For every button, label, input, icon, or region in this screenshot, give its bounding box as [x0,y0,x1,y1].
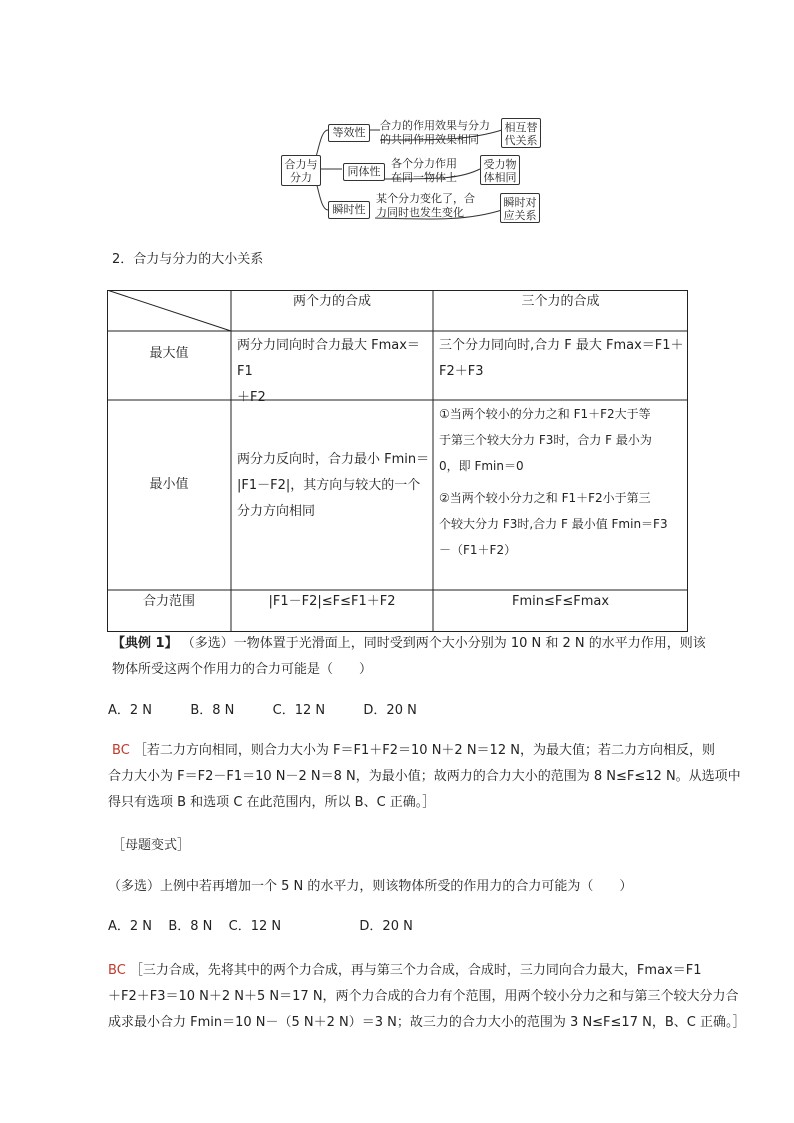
table-cell: Fmin≤F≤Fmax [511,594,610,609]
variant-question: （多选）上例中若再增加一个 5 N 的水平力，则该物体所受的作用力的合力可能为（ ） [108,879,633,894]
option-a: A．2 N [108,919,153,934]
row-label: 最小值 [149,477,189,492]
diagram-root [281,155,321,186]
diagram-branch-result [500,193,540,223]
diagram-result-line: 受力物 [483,158,517,171]
option-a: A．2 N [108,703,153,718]
diagram-desc-line: 在同一物体上 [391,171,457,184]
example-options [108,701,417,721]
variant-options [108,917,413,937]
option-c: C．12 N [272,703,326,718]
table-header: 两个力的合成 [292,294,371,309]
diagram-branch-result [501,118,541,148]
explanation-line: ＋F2＋F3＝10 N＋2 N＋5 N＝17 N，两个力合成的合力有个范围，用两个较小分力之和与第三个较大分力合 [108,989,739,1004]
diagram-result-line: 相互替 [504,121,538,134]
cell-line: 三个分力同向时,合力 F 最大 Fmax＝F1＋ [439,338,684,353]
cell-line: ①当两个较小的分力之和 F1＋F2大于等 [439,407,651,421]
variant-title: ［母题变式］ [112,838,191,853]
cell-line: 分力方向相同 [237,504,316,519]
option-b: B．8 N [190,703,235,718]
example-tag: 【典例 1】 [112,636,178,651]
example-explanation [108,738,741,816]
option-c: C．12 N [228,919,282,934]
explanation-line: 合力大小为 F＝F2－F1＝10 N－2 N＝8 N，为最小值；故两力的合力大小的范围为 8 N≤F≤12 N。从选项中 [108,769,741,784]
cell-line: 0，即 Fmin＝0 [439,459,524,473]
cell-line: ＋F2 [237,390,266,405]
cell-line: ②当两个较小分力之和 F1＋F2小于第三 [439,491,651,505]
comparison-table [107,290,688,632]
diagram-root-line2: 分力 [290,171,312,184]
section-title: 2．合力与分力的大小关系 [112,252,264,267]
diagram-branch-desc [391,157,457,185]
row-label: 合力范围 [142,594,195,609]
answer-label: BC [112,743,130,758]
question-line: （多选）一物体置于光滑面上，同时受到两个大小分别为 10 N 和 2 N 的水平力作用，则该 [181,636,706,651]
option-d: D．20 N [363,703,417,718]
question-line: 物体所受这两个作用力的合力可能是（ ） [112,662,373,677]
cell-line: 两分力同向时合力最大 Fmax＝F1 [237,338,420,379]
table-cell [439,333,685,385]
diagram-branch-desc [380,119,490,147]
explanation-line: ［若二力方向相同，则合力大小为 F＝F1＋F2＝10 N＋2 N＝12 N，为最大值；若二力方向相反，则 [133,743,715,758]
diagram-desc-line: 的共同作用效果相同 [380,133,479,146]
table-cell [237,447,431,525]
cell-line: 个较大分力 F3时,合力 F 最小值 Fmin＝F3 [439,517,668,531]
answer-label: BC [108,963,126,978]
example-question [112,634,706,680]
diagram-branch-result [480,155,520,185]
cell-line: 两分力反向时，合力最小 Fmin＝ [237,452,430,467]
variant-explanation [108,958,745,1036]
diagram-desc-line: 各个分力作用 [391,157,457,170]
diagram-result-line: 应关系 [503,209,537,222]
cell-line: －（F1＋F2） [439,543,517,557]
diagram-result-line: 瞬时对 [503,196,537,209]
table-cell [237,333,431,411]
table-header: 三个力的合成 [521,294,600,309]
row-label: 最大值 [149,346,189,361]
explanation-line: 成求最小合力 Fmin＝10 N－（5 N＋2 N）＝3 N；故三力的合力大小的范围为 3 N≤F≤17 N，B、C 正确。］ [108,1015,746,1030]
table-cell: |F1－F2|≤F≤F1＋F2 [268,594,396,609]
cell-line: |F1－F2|，其方向与较大的一个 [237,478,421,493]
option-b: B．8 N [168,919,213,934]
diagram-result-line: 代关系 [504,134,538,147]
cell-line: 于第三个较大分力 F3时，合力 F 最小为 [439,433,652,447]
table-cell [439,401,685,563]
diagram-branch-desc [376,192,475,220]
explanation-line: ［三力合成，先将其中的两个力合成，再与第三个力合成，合成时，三力同向合力最大，Fmax＝F1 [129,963,702,978]
explanation-line: 得只有选项 B 和选项 C 在此范围内，所以 B、C 正确。］ [108,795,436,810]
diagram-desc-line: 某个分力变化了，合 [376,192,475,205]
diagram-desc-line: 合力的作用效果与分力 [380,119,490,132]
cell-line: F2＋F3 [439,364,484,379]
diagram-branch-label: 等效性 [328,124,370,142]
diagram-branch-label: 同体性 [343,163,385,181]
option-d: D．20 N [359,919,413,934]
diagram-root-line1: 合力与 [284,158,318,171]
diagram-desc-line: 力同时也发生变化 [376,206,464,219]
diagram-branch-label: 瞬时性 [328,201,370,219]
diagram-result-line: 体相同 [483,171,517,184]
